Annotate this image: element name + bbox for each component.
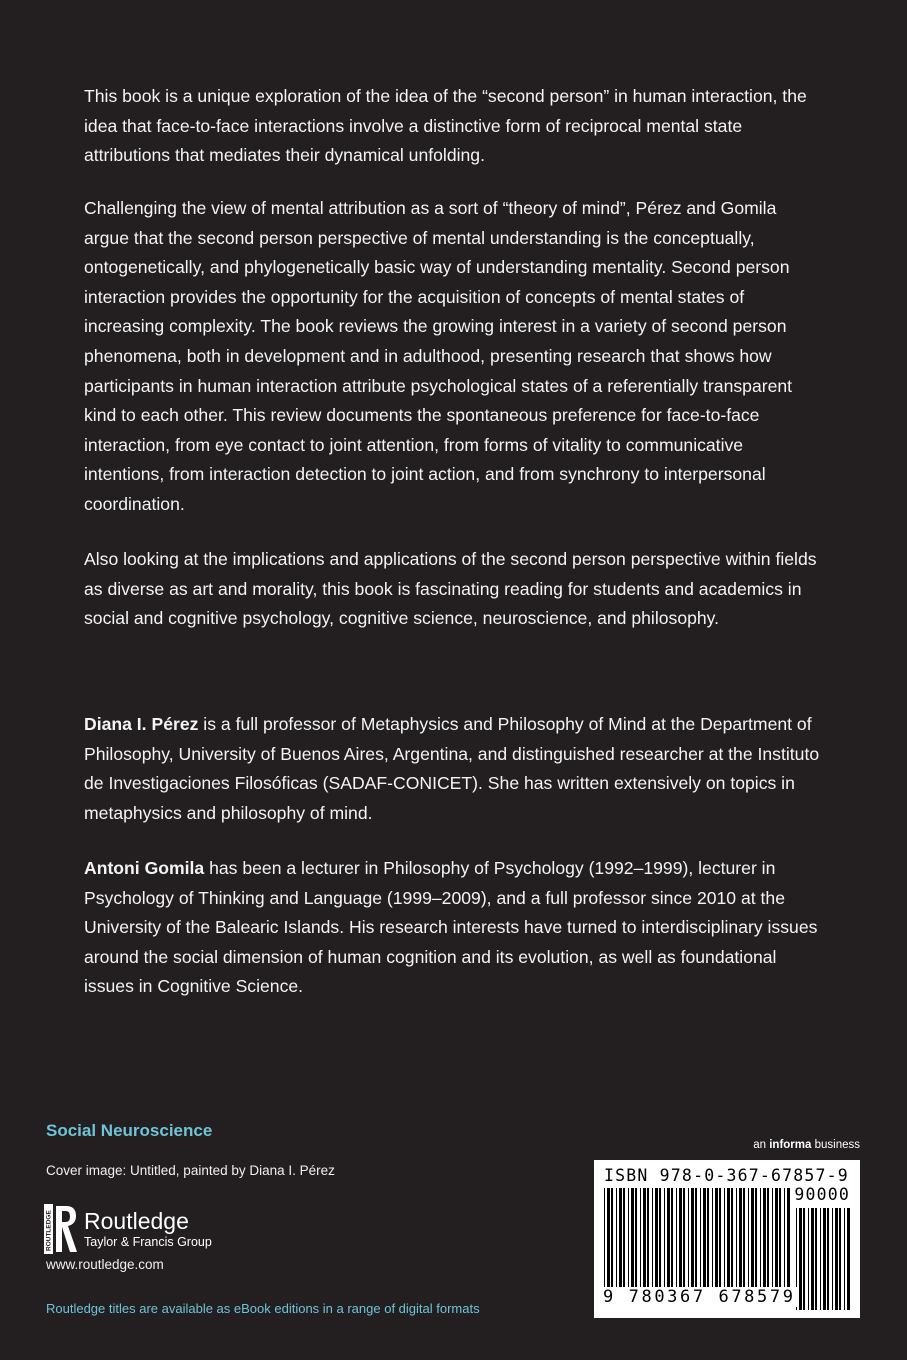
- barcode-box: [594, 1160, 860, 1318]
- author-bio-2: [84, 854, 824, 1002]
- barcode-bar: [832, 1208, 833, 1310]
- barcode-bar: [671, 1188, 673, 1300]
- barcode-bar: [739, 1188, 742, 1300]
- publisher-logo: [44, 1204, 212, 1254]
- barcode-bar: [640, 1188, 641, 1300]
- ean-digits: 9 780367 678579: [603, 1287, 796, 1307]
- barcode-bar: [707, 1188, 709, 1300]
- informa-tagline: [753, 1139, 860, 1151]
- barcode-bar: [820, 1208, 821, 1310]
- barcode-bar: [703, 1188, 706, 1300]
- barcode-bar: [676, 1188, 677, 1300]
- blurb-paragraph-2: [84, 194, 824, 520]
- barcode-bar: [652, 1188, 653, 1300]
- publisher-name: Routledge: [84, 1208, 189, 1234]
- barcode-bar: [628, 1188, 629, 1300]
- barcode-bar: [715, 1188, 718, 1300]
- barcode-bar: [763, 1188, 766, 1300]
- barcode-bar: [784, 1188, 785, 1300]
- barcode-bar: [655, 1188, 658, 1300]
- barcode-bar: [616, 1188, 617, 1300]
- barcode-bar: [751, 1188, 754, 1300]
- author-2-bio: has been a lecturer in Philosophy of Psychology (1992–1999), lecturer in Psychology of Thinking and Language (1999–2009), and a full professor since 2010 at the University of the Balearic Islands. His research interests have turned to interdisciplinary issues around the social dimension of human cognition and its evolution, as well as foundational issues in Cognitive Science.: [84, 858, 818, 997]
- barcode-bar: [775, 1188, 778, 1300]
- barcode-bar: [724, 1188, 725, 1300]
- barcode-bar: [799, 1208, 802, 1310]
- barcode-bar: [847, 1208, 850, 1310]
- blurb-paragraph-2-text: Challenging the view of mental attribution as a sort of “theory of mind”, Pérez and Gomila argue that the second person perspective of mental understanding is the conceptually, ontogenetically, and phylogenetically basic way of understanding mentality. Second person interaction provides the opportunity for the acquisition of concepts of mental states of increasing complexity. The book reviews the growing interest in a variety of second person phenomena, both in development and in adulthood, presenting research that shows how participants in human interaction attribute psychological states of a referentially transparent kind to each other. This review documents the spontaneous preference for face-to-face interaction, from eye contact to joint attention, from forms of vitality to communicative intentions, from interaction detection to joint action, and from synchrony to interpersonal coordination.: [84, 198, 793, 514]
- informa-brand: informa: [769, 1139, 812, 1151]
- publisher-url[interactable]: www.routledge.com: [46, 1257, 164, 1272]
- informa-prefix: an: [753, 1139, 770, 1151]
- logo-spine-text: ROUTLEDGE: [45, 1210, 53, 1251]
- informa-suffix: business: [811, 1139, 860, 1151]
- price-code: 90000: [794, 1185, 850, 1204]
- barcode-bar: [619, 1188, 622, 1300]
- barcode-bar: [691, 1188, 694, 1300]
- blurb-paragraph-3: [84, 545, 824, 634]
- barcode-bar: [712, 1188, 713, 1300]
- cover-credit: Cover image: Untitled, painted by Diana I. Pérez: [46, 1163, 335, 1178]
- series-title: Social Neuroscience: [46, 1121, 213, 1140]
- barcode-bar: [743, 1188, 745, 1300]
- barcode-bar: [643, 1188, 646, 1300]
- publisher-group: Taylor & Francis Group: [84, 1235, 212, 1249]
- publisher-names: [84, 1208, 212, 1250]
- barcode-bar: [664, 1188, 665, 1300]
- author-1-bio: is a full professor of Metaphysics and Philosophy of Mind at the Department of Philosophy, University of Buenos Aires, Argentina, and distinguished researcher at the Instituto de Investigaciones Filosóficas (SADAF-CONICET). She has written extensively on topics in metaphysics and philosophy of mind.: [84, 714, 820, 823]
- barcode-bar: [683, 1188, 685, 1300]
- barcode-bar: [647, 1188, 649, 1300]
- barcode-bar: [727, 1188, 730, 1300]
- barcode-bar: [835, 1208, 838, 1310]
- barcode-bar: [823, 1208, 826, 1310]
- barcode-bar: [719, 1188, 721, 1300]
- barcode-bar: [679, 1188, 682, 1300]
- barcode-bar: [623, 1188, 625, 1300]
- barcode-bar: [688, 1188, 689, 1300]
- barcode-bar: [767, 1188, 769, 1300]
- barcode-bar: [787, 1188, 790, 1300]
- barcode-bar: [695, 1188, 697, 1300]
- barcode-bar: [700, 1188, 701, 1300]
- ebook-note: Routledge titles are available as eBook editions in a range of digital formats: [46, 1301, 480, 1316]
- blurb-paragraph-1-text: This book is a unique exploration of the idea of the “second person” in human interaction, the idea that face-to-face interactions involve a distinctive form of reciprocal mental state attributions that mediates their dynamical unfolding.: [84, 86, 807, 166]
- routledge-logo-icon: [44, 1204, 78, 1254]
- barcode-bar: [604, 1188, 605, 1300]
- author-bio-1-text: [84, 710, 824, 828]
- barcode-bar: [611, 1188, 613, 1300]
- barcode-bar: [736, 1188, 737, 1300]
- author-bio-1: [84, 710, 824, 828]
- barcode-bar: [659, 1188, 661, 1300]
- barcode-bar: [755, 1188, 757, 1300]
- barcode-bar: [844, 1208, 845, 1310]
- barcode-bar: [631, 1188, 634, 1300]
- author-1-name: Diana I. Pérez: [84, 714, 199, 734]
- blurb-paragraph-3-text: Also looking at the implications and applications of the second person perspective within fields as diverse as art and morality, this book is fascinating reading for students and academics in social and cognitive psychology, cognitive science, neuroscience, and philosophy.: [84, 549, 817, 629]
- barcode-bar: [803, 1208, 805, 1310]
- author-2-name: Antoni Gomila: [84, 858, 205, 878]
- barcode-bar: [815, 1208, 817, 1310]
- barcode-bar: [760, 1188, 761, 1300]
- barcode-bar: [811, 1208, 814, 1310]
- barcode-bar: [827, 1208, 829, 1310]
- barcode-bar: [635, 1188, 637, 1300]
- author-bio-2-text: [84, 854, 824, 1002]
- barcode-bar: [839, 1208, 841, 1310]
- barcode-bar: [772, 1188, 773, 1300]
- blurb-paragraph-1: [84, 82, 824, 171]
- barcode-bar: [748, 1188, 749, 1300]
- isbn-text: ISBN 978-0-367-67857-9: [604, 1166, 849, 1185]
- barcode-bar: [808, 1208, 809, 1310]
- barcode-bar: [731, 1188, 733, 1300]
- barcode-bar: [779, 1188, 781, 1300]
- barcode-bar: [607, 1188, 610, 1300]
- barcode-bar: [667, 1188, 670, 1300]
